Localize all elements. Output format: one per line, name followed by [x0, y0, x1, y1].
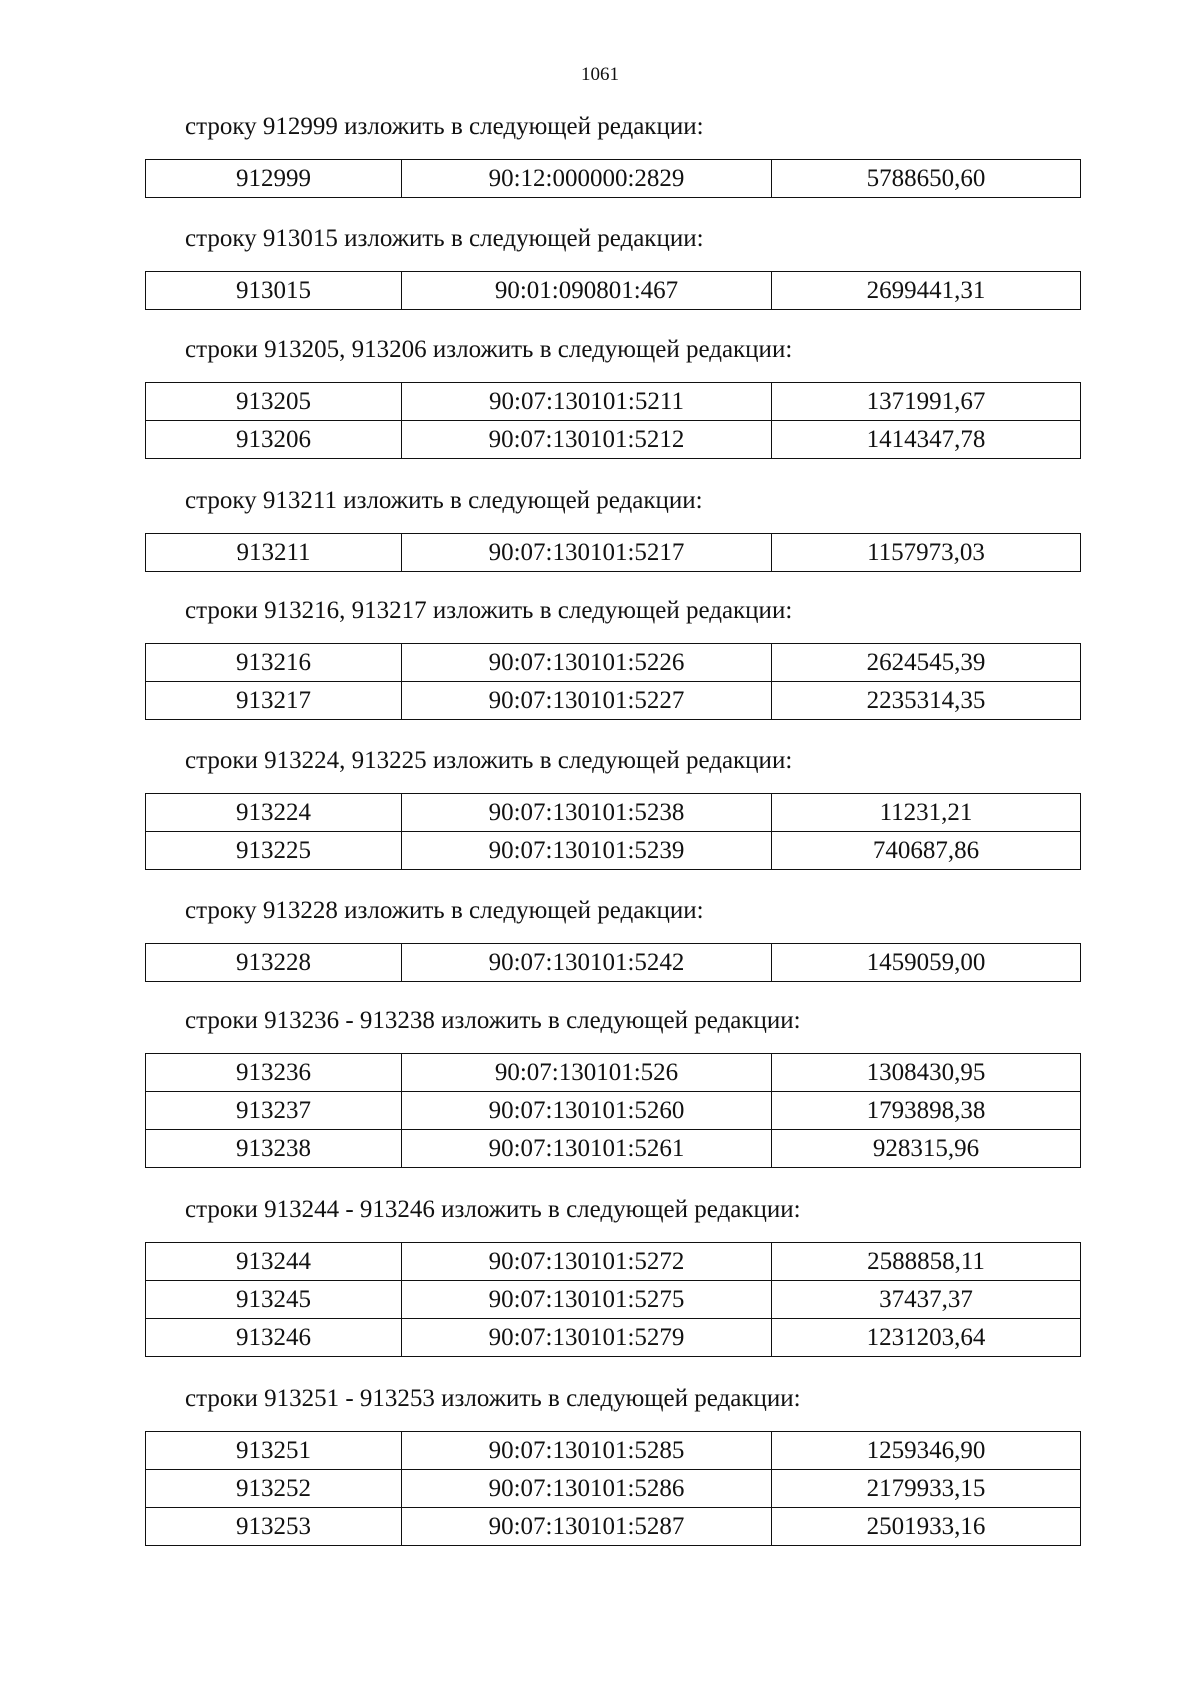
row-code: 913244 [146, 1243, 402, 1281]
cadastral-number: 90:07:130101:5275 [402, 1281, 772, 1319]
amendment-instruction: строки 913216, 913217 изложить в следующей редакции: [185, 597, 793, 624]
amendment-instruction: строки 913205, 913206 изложить в следующей редакции: [185, 336, 793, 363]
amendment-instruction: строку 913228 изложить в следующей редакции: [185, 897, 704, 924]
amendment-block [145, 1195, 1080, 1357]
cadastral-number: 90:07:130101:5261 [402, 1130, 772, 1168]
row-code: 913252 [146, 1470, 402, 1508]
row-code: 913205 [146, 383, 402, 421]
row-code: 913211 [146, 534, 402, 572]
row-code: 913237 [146, 1092, 402, 1130]
table-row [146, 832, 1081, 870]
cadastral-value: 1308430,95 [772, 1054, 1081, 1092]
amendment-table [145, 943, 1081, 982]
amendment-table [145, 533, 1081, 572]
table-row [146, 794, 1081, 832]
cadastral-number: 90:07:130101:5238 [402, 794, 772, 832]
table-row [146, 944, 1081, 982]
table-row [146, 1281, 1081, 1319]
amendment-table [145, 643, 1081, 720]
cadastral-value: 740687,86 [772, 832, 1081, 870]
amendment-instruction: строку 913015 изложить в следующей редакции: [185, 225, 704, 252]
table-row [146, 160, 1081, 198]
table-row [146, 1130, 1081, 1168]
cadastral-number: 90:07:130101:5272 [402, 1243, 772, 1281]
row-code: 913238 [146, 1130, 402, 1168]
table-row [146, 682, 1081, 720]
table-row [146, 644, 1081, 682]
row-code: 912999 [146, 160, 402, 198]
cadastral-value: 2624545,39 [772, 644, 1081, 682]
table-row [146, 1243, 1081, 1281]
cadastral-number: 90:07:130101:5212 [402, 421, 772, 459]
table-row [146, 1508, 1081, 1546]
cadastral-number: 90:07:130101:5286 [402, 1470, 772, 1508]
table-row [146, 421, 1081, 459]
cadastral-number: 90:07:130101:5285 [402, 1432, 772, 1470]
amendment-instruction: строки 913236 - 913238 изложить в следующей редакции: [185, 1007, 801, 1034]
cadastral-value: 2501933,16 [772, 1508, 1081, 1546]
cadastral-value: 1259346,90 [772, 1432, 1081, 1470]
amendment-instruction: строку 912999 изложить в следующей редакции: [185, 113, 704, 140]
amendment-table [145, 1242, 1081, 1357]
cadastral-number: 90:07:130101:5211 [402, 383, 772, 421]
row-code: 913236 [146, 1054, 402, 1092]
cadastral-value: 2179933,15 [772, 1470, 1081, 1508]
cadastral-value: 2235314,35 [772, 682, 1081, 720]
row-code: 913251 [146, 1432, 402, 1470]
amendment-block [145, 1384, 1080, 1546]
cadastral-value: 1414347,78 [772, 421, 1081, 459]
cadastral-value: 1459059,00 [772, 944, 1081, 982]
cadastral-number: 90:07:130101:5242 [402, 944, 772, 982]
table-row [146, 1092, 1081, 1130]
cadastral-value: 1371991,67 [772, 383, 1081, 421]
cadastral-value: 1157973,03 [772, 534, 1081, 572]
amendment-block [145, 746, 1080, 870]
amendment-instruction: строку 913211 изложить в следующей редакции: [185, 487, 703, 514]
table-row [146, 272, 1081, 310]
amendment-block [145, 224, 1080, 310]
amendment-instruction: строки 913244 - 913246 изложить в следующей редакции: [185, 1196, 801, 1223]
cadastral-number: 90:07:130101:526 [402, 1054, 772, 1092]
table-row [146, 1470, 1081, 1508]
amendment-block [145, 596, 1080, 720]
amendment-block [145, 335, 1080, 459]
cadastral-number: 90:07:130101:5217 [402, 534, 772, 572]
row-code: 913206 [146, 421, 402, 459]
cadastral-value: 1793898,38 [772, 1092, 1081, 1130]
row-code: 913246 [146, 1319, 402, 1357]
cadastral-value: 2588858,11 [772, 1243, 1081, 1281]
table-row [146, 1432, 1081, 1470]
row-code: 913015 [146, 272, 402, 310]
cadastral-value: 5788650,60 [772, 160, 1081, 198]
cadastral-number: 90:12:000000:2829 [402, 160, 772, 198]
table-row [146, 1054, 1081, 1092]
row-code: 913217 [146, 682, 402, 720]
cadastral-value: 11231,21 [772, 794, 1081, 832]
amendment-table [145, 382, 1081, 459]
cadastral-number: 90:07:130101:5226 [402, 644, 772, 682]
cadastral-number: 90:01:090801:467 [402, 272, 772, 310]
amendment-block [145, 112, 1080, 198]
cadastral-number: 90:07:130101:5287 [402, 1508, 772, 1546]
amendment-table [145, 1431, 1081, 1546]
page-number: 1061 [581, 64, 619, 85]
row-code: 913253 [146, 1508, 402, 1546]
amendment-block [145, 486, 1080, 572]
row-code: 913216 [146, 644, 402, 682]
cadastral-value: 928315,96 [772, 1130, 1081, 1168]
row-code: 913245 [146, 1281, 402, 1319]
table-row [146, 1319, 1081, 1357]
cadastral-number: 90:07:130101:5239 [402, 832, 772, 870]
cadastral-value: 1231203,64 [772, 1319, 1081, 1357]
amendment-table [145, 1053, 1081, 1168]
table-row [146, 534, 1081, 572]
cadastral-number: 90:07:130101:5279 [402, 1319, 772, 1357]
table-row [146, 383, 1081, 421]
cadastral-value: 2699441,31 [772, 272, 1081, 310]
amendment-block [145, 1006, 1080, 1168]
cadastral-number: 90:07:130101:5227 [402, 682, 772, 720]
cadastral-number: 90:07:130101:5260 [402, 1092, 772, 1130]
amendment-table [145, 271, 1081, 310]
amendment-instruction: строки 913224, 913225 изложить в следующей редакции: [185, 747, 793, 774]
amendment-instruction: строки 913251 - 913253 изложить в следующей редакции: [185, 1385, 801, 1412]
row-code: 913224 [146, 794, 402, 832]
amendment-table [145, 793, 1081, 870]
amendment-block [145, 896, 1080, 982]
row-code: 913225 [146, 832, 402, 870]
cadastral-value: 37437,37 [772, 1281, 1081, 1319]
amendment-table [145, 159, 1081, 198]
row-code: 913228 [146, 944, 402, 982]
